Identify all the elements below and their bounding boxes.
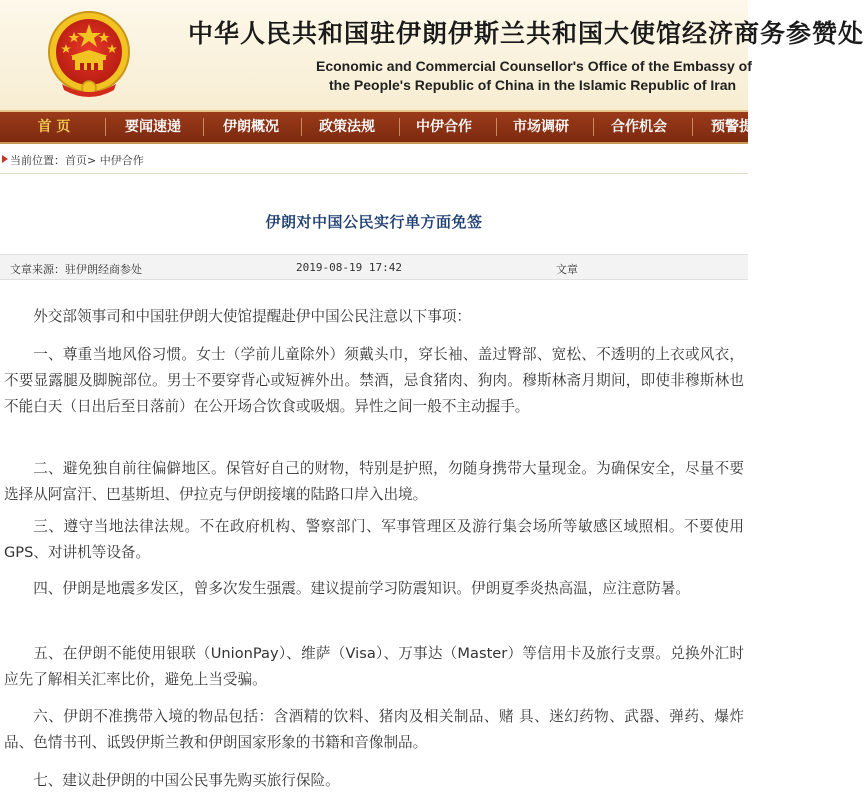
breadcrumb-text [10, 152, 144, 168]
article-date: 2019-08-19 17:42 [296, 261, 402, 274]
article-paragraph: 七、建议赴伊朗的中国公民事先购买旅行保险。 [33, 772, 340, 789]
nav-item-news[interactable]: 要闻速递 [125, 119, 181, 135]
breadcrumb-current-link[interactable]: 中伊合作 [99, 154, 144, 167]
site-title-chinese: 中华人民共和国驻伊朗伊斯兰共和国大使馆经济商务参赞处 [188, 19, 864, 48]
site-title-english-line1: Economic and Commercial Counsellor's Office of the Embassy of [316, 58, 752, 74]
article-meta-bar [0, 254, 748, 280]
article-source-label: 文章来源： [10, 263, 65, 276]
national-emblem-icon[interactable] [44, 8, 134, 100]
nav-item-market-research[interactable]: 市场调研 [513, 119, 569, 135]
breadcrumb-arrow-icon [2, 155, 8, 163]
article-paragraph: 三、遵守当地法律法规。不在政府机构、警察部门、军事管理区及游行集会场所等敏感区域照相。不要使用GPS、对讲机等设备。 [4, 518, 744, 561]
article-title: 伊朗对中国公民实行单方面免签 [265, 213, 483, 231]
nav-item-policies[interactable]: 政策法规 [319, 119, 375, 135]
nav-item-home[interactable]: 首 页 [37, 119, 71, 135]
nav-item-alerts[interactable]: 预警提示 [711, 119, 767, 135]
nav-divider [692, 118, 693, 136]
article-paragraph: 二、避免独自前往偏僻地区。保管好自己的财物，特别是护照，勿随身携带大量现金。为确保安全，尽量不要选择从阿富汗、巴基斯坦、伊拉克与伊朗接壤的陆路口岸入出境。 [4, 460, 744, 503]
nav-divider [203, 118, 204, 136]
article-paragraph: 四、伊朗是地震多发区，曾多次发生强震。建议提前学习防震知识。伊朗夏季炎热高温，应注意防暑。 [33, 580, 690, 597]
article-size-label: 文章 [556, 263, 578, 276]
nav-item-iran-overview[interactable]: 伊朗概况 [223, 119, 279, 135]
nav-divider [399, 118, 400, 136]
nav-item-opportunities[interactable]: 合作机会 [611, 119, 667, 135]
nav-divider [593, 118, 594, 136]
nav-item-china-iran-cooperation[interactable]: 中伊合作 [416, 119, 472, 135]
breadcrumb [0, 146, 748, 174]
article-source [10, 261, 142, 277]
article-paragraph: 一、尊重当地风俗习惯。女士（学前儿童除外）须戴头巾，穿长袖、盖过臀部、宽松、不透明的上衣或风衣，不要显露腿及脚腕部位。男士不要穿背心或短裤外出。禁酒，忌食猪肉、狗肉。穆斯林斋月期间，即使非穆斯林也不能白天（日出后至日落前）在公开场合饮食或吸烟。异性之间一般不主动握手。 [4, 346, 744, 415]
breadcrumb-separator: > [87, 154, 97, 167]
site-title-english-line2: the People's Republic of China in the Islamic Republic of Iran [329, 77, 737, 93]
article-source-value: 驻伊朗经商参处 [65, 263, 142, 276]
main-navigation [0, 110, 767, 144]
site-header [0, 0, 864, 110]
breadcrumb-home-link[interactable]: 首页 [65, 154, 87, 167]
article-paragraph: 五、在伊朗不能使用银联（UnionPay）、维萨（Visa）、万事达（Master）等信用卡及旅行支票。兑换外汇时应先了解相关汇率比价，避免上当受骗。 [4, 645, 744, 688]
nav-divider [105, 118, 106, 136]
breadcrumb-prefix: 当前位置： [10, 154, 65, 167]
nav-divider [301, 118, 302, 136]
article-paragraph: 外交部领事司和中国驻伊朗大使馆提醒赴伊中国公民注意以下事项： [33, 308, 472, 325]
article-paragraph: 六、伊朗不准携带入境的物品包括：含酒精的饮料、猪肉及相关制品、赌 具、迷幻药物、武器、弹药、爆炸品、色情书刊、诋毁伊斯兰教和伊朗国家形象的书籍和音像制品。 [4, 708, 744, 751]
nav-divider [496, 118, 497, 136]
